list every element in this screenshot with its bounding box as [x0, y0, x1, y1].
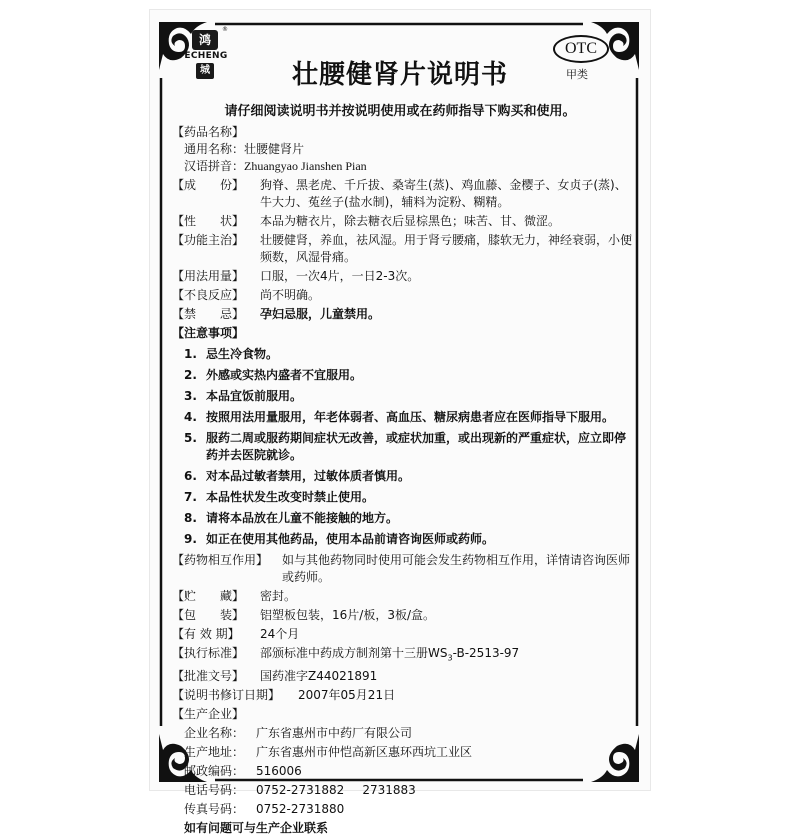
adverse-label: 【不良反应】: [172, 288, 245, 302]
fax-value: 0752-2731880: [256, 802, 345, 817]
properties-value: 本品为糖衣片，除去糖衣后显棕黑色；味苦、甘、微涩。: [260, 214, 561, 228]
postcode-label: 邮政编码：: [184, 764, 245, 779]
precaution-text: 服药二周或服药期间症状无改善，或症状加重，或出现新的严重症状，应立即停药并去医院就诊。: [206, 431, 627, 462]
contraindications-value: 孕妇忌服，儿童禁用。: [260, 307, 381, 321]
otc-badge: OTC: [553, 35, 609, 63]
phone-value-1: 0752-2731882: [256, 783, 345, 798]
section-drug-name: [172, 124, 634, 141]
generic-name-label: 通用名称：: [184, 142, 245, 156]
adverse-value: 尚不明确。: [260, 288, 321, 302]
logo-mark-top: 鸿: [192, 30, 218, 50]
package-label: 【包 装】: [172, 608, 245, 622]
precaution-item: [172, 468, 634, 485]
manufacturer-label: 【生产企业】: [172, 707, 245, 722]
usage-notice: 请仔细阅读说明书并按说明使用或在药师指导下购买和使用。: [224, 104, 576, 119]
postcode-value: 516006: [256, 764, 302, 779]
company-row: [172, 725, 634, 742]
section-adverse: [172, 287, 634, 304]
document-title: 壮腰健肾片说明书: [291, 60, 508, 90]
footer-contact-text: 如有问题可与生产企业联系: [184, 821, 329, 836]
precaution-text: 对本品过敏者禁用，过敏体质者慎用。: [206, 469, 411, 483]
dosage-label: 【用法用量】: [172, 269, 245, 283]
pinyin-label: 汉语拼音：: [184, 159, 245, 173]
section-interactions: [172, 552, 634, 586]
precaution-number: 1.: [184, 347, 197, 361]
precaution-item: [172, 409, 634, 426]
generic-name-value: 壮腰健肾片: [244, 142, 305, 156]
dosage-value: 口服，一次4片，一日2-3次。: [260, 269, 420, 283]
package-value: 铝塑板包装，16片/板，3板/盒。: [260, 608, 435, 622]
storage-value: 密封。: [260, 589, 297, 603]
interactions-value: 如与其他药物同时使用可能会发生药物相互作用，详情请咨询医师或药师。: [282, 553, 631, 584]
standard-value-tail: -B-2513-97: [452, 646, 520, 660]
company-value: 广东省惠州市中药厂有限公司: [256, 726, 413, 741]
precaution-number: 6.: [184, 469, 197, 483]
standard-value-sub: 3: [447, 653, 453, 663]
phone-value-2: 2731883: [362, 783, 416, 798]
company-label: 企业名称：: [184, 726, 245, 741]
precaution-text: 本品性状发生改变时禁止使用。: [206, 490, 375, 504]
indications-value: 壮腰健肾，养血，祛风湿。用于肾亏腰痛，膝软无力，神经衰弱，小便频数，风湿骨痛。: [260, 233, 633, 264]
precaution-number: 9.: [184, 532, 197, 546]
precaution-item: [172, 346, 634, 363]
pinyin-row: [172, 158, 634, 175]
precaution-text: 请将本品放在儿童不能接触的地方。: [206, 511, 399, 525]
precaution-item: [172, 531, 634, 548]
section-storage: [172, 588, 634, 605]
section-package: [172, 607, 634, 624]
section-approval: [172, 668, 634, 685]
phone-row: [172, 782, 634, 799]
precaution-item: [172, 388, 634, 405]
logo-mark-bottom: 城: [196, 63, 214, 79]
approval-value: 国药准字Z44021891: [260, 669, 378, 684]
precaution-text: 如正在使用其他药品，使用本品前请咨询医师或药师。: [206, 532, 495, 546]
postcode-row: [172, 763, 634, 780]
precaution-number: 5.: [184, 431, 197, 445]
revision-label: 【说明书修订日期】: [172, 688, 281, 703]
section-contraindications: [172, 306, 634, 323]
section-indications: [172, 232, 634, 266]
section-properties: [172, 213, 634, 230]
indications-label: 【功能主治】: [172, 233, 245, 247]
validity-label: 【有 效 期】: [172, 627, 240, 641]
phone-label: 电话号码：: [184, 783, 245, 798]
section-revision: [172, 687, 634, 704]
precaution-number: 2.: [184, 368, 197, 382]
generic-name-row: [172, 141, 634, 158]
interactions-label: 【药物相互作用】: [172, 553, 269, 567]
standard-value: [260, 645, 634, 666]
section-ingredients: [172, 177, 634, 211]
precaution-text: 本品宜饭前服用。: [206, 389, 303, 403]
standard-label: 【执行标准】: [172, 646, 245, 660]
drug-name-label: 【药品名称】: [172, 125, 245, 139]
contraindications-label: 【禁 忌】: [172, 307, 245, 321]
fax-label: 传真号码：: [184, 802, 245, 817]
pinyin-value: Zhuangyao Jianshen Pian: [244, 159, 367, 173]
registered-icon: ®: [222, 26, 228, 33]
otc-class-label: 甲类: [566, 68, 588, 81]
precaution-item: [172, 430, 634, 464]
precautions-list: [172, 346, 634, 548]
precaution-text: 按照用法用量服用，年老体弱者、高血压、糖尿病患者应在医师指导下服用。: [206, 410, 615, 424]
revision-value: 2007年05月21日: [298, 688, 396, 703]
properties-label: 【性 状】: [172, 214, 245, 228]
precaution-item: [172, 367, 634, 384]
precautions-label: 【注意事项】: [172, 326, 245, 340]
ingredients-value: 狗脊、黑老虎、千斤拔、桑寄生(蒸)、鸡血藤、金樱子、女贞子(蒸)、牛大力、菟丝子(盐水制)，辅料为淀粉、糊精。: [260, 178, 627, 209]
leaflet-content: [172, 124, 634, 837]
fax-row: [172, 801, 634, 818]
storage-label: 【贮 藏】: [172, 589, 245, 603]
precaution-item: [172, 489, 634, 506]
footer-contact: [172, 820, 634, 837]
approval-label: 【批准文号】: [172, 669, 245, 684]
address-label: 生产地址：: [184, 745, 245, 760]
validity-value: 24个月: [260, 627, 300, 641]
precaution-text: 外感或实热内盛者不宜服用。: [206, 368, 363, 382]
ingredients-label: 【成 份】: [172, 178, 245, 192]
section-standard: [172, 645, 634, 666]
logo-brand-text: ECHENG: [184, 51, 228, 61]
precaution-number: 3.: [184, 389, 197, 403]
precaution-item: [172, 510, 634, 527]
brand-logo: [178, 26, 234, 82]
precaution-number: 4.: [184, 410, 197, 424]
precaution-text: 忌生冷食物。: [206, 347, 279, 361]
section-manufacturer: [172, 706, 634, 723]
precaution-number: 7.: [184, 490, 197, 504]
section-precautions: [172, 325, 634, 342]
standard-value-main: 部颁标准中药成方制剂第十三册WS: [260, 646, 448, 660]
address-row: [172, 744, 634, 761]
section-dosage: [172, 268, 634, 285]
section-validity: [172, 626, 634, 643]
address-value: 广东省惠州市仲恺高新区惠环西坑工业区: [256, 745, 473, 760]
precaution-number: 8.: [184, 511, 197, 525]
